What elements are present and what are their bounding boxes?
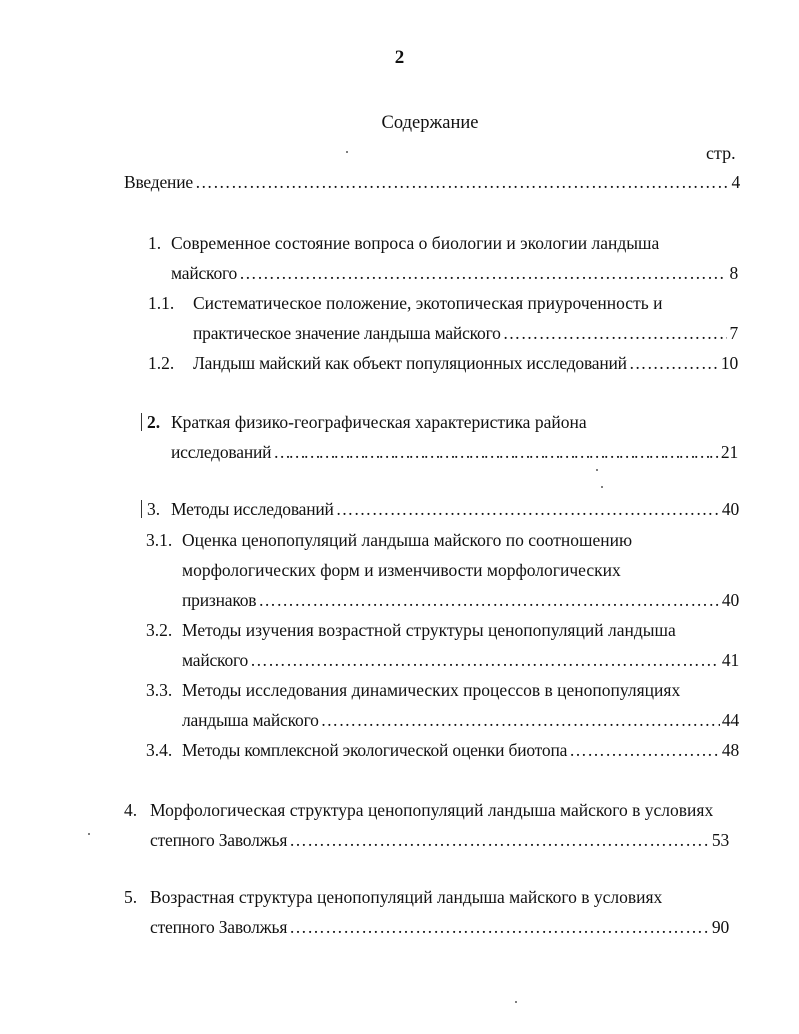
leader-dots: [336, 499, 720, 520]
leader-dots: [629, 353, 719, 374]
section-number: 3.1.: [146, 530, 173, 550]
toc-title: Содержание: [381, 113, 479, 133]
leader-dots: [273, 442, 719, 463]
scan-speck: [596, 469, 598, 471]
leader-dots: [250, 650, 720, 671]
toc-entry-page: 40: [721, 590, 739, 610]
toc-entry-label: степного Заволжья: [150, 830, 288, 850]
section-number: 1.1.: [148, 293, 175, 313]
section-number: 3.4.: [146, 740, 173, 760]
scan-margin-mark: [141, 500, 142, 518]
toc-entry-label: Методы исследований: [171, 499, 334, 519]
toc-entry-label: ландыша майского: [182, 710, 319, 730]
chapter-number: 3.: [147, 499, 161, 519]
leader-dots: [195, 172, 729, 193]
toc-entry-page: 10: [720, 353, 738, 373]
toc-entry-label: майского: [182, 650, 249, 670]
toc-entry-3-1-line1[interactable]: Оценка ценопопуляций ландыша майского по соотношению: [182, 530, 633, 550]
toc-entry-ch5[interactable]: [150, 917, 729, 938]
toc-entry-ch2[interactable]: [171, 442, 738, 463]
toc-entry-page: 21: [720, 442, 738, 462]
section-number: 3.3.: [146, 680, 173, 700]
page-number: 2: [394, 47, 405, 68]
chapter-number: 4.: [124, 800, 138, 820]
toc-entry-page: 41: [721, 650, 739, 670]
leader-dots: [239, 263, 727, 284]
leader-dots: [258, 590, 720, 611]
scan-speck: [88, 833, 90, 835]
scan-margin-mark: [141, 413, 142, 431]
toc-entry-page: 7: [729, 323, 738, 343]
scan-speck: [346, 151, 348, 153]
toc-entry-ch1[interactable]: [171, 263, 738, 284]
leader-dots: [321, 710, 720, 731]
toc-entry-3-3[interactable]: [182, 710, 739, 731]
toc-entry-1-2[interactable]: [193, 353, 738, 374]
toc-entry-intro[interactable]: [124, 172, 740, 193]
leader-dots: [569, 740, 720, 761]
toc-entry-ch3[interactable]: [171, 499, 739, 520]
toc-entry-label: Ландыш майский как объект популяционных исследований: [193, 353, 627, 373]
toc-entry-page: 90: [711, 917, 729, 937]
toc-entry-3-3-line1[interactable]: Методы исследования динамических процессов в ценопопуляциях: [182, 680, 681, 700]
toc-entry-3-4[interactable]: [182, 740, 739, 761]
chapter-number: 1.: [148, 233, 162, 253]
scan-speck: [601, 486, 603, 488]
toc-entry-3-2[interactable]: [182, 650, 739, 671]
toc-entry-label: Методы комплексной экологической оценки биотопа: [182, 740, 568, 760]
toc-entry-page: 8: [729, 263, 738, 283]
toc-entry-label: Введение: [124, 172, 193, 192]
toc-entry-page: 40: [721, 499, 739, 519]
toc-entry-label: признаков: [182, 590, 257, 610]
page-column-label: стр.: [706, 143, 736, 163]
toc-entry-label: майского: [171, 263, 238, 283]
leader-dots: [503, 323, 728, 344]
section-number: 3.2.: [146, 620, 173, 640]
toc-entry-3-1-line2[interactable]: морфологических форм и изменчивости морфологических: [182, 560, 621, 580]
chapter-number: 5.: [124, 887, 138, 907]
toc-entry-label: степного Заволжья: [150, 917, 288, 937]
toc-entry-label: практическое значение ландыша майского: [193, 323, 501, 343]
toc-entry-label: исследований: [171, 442, 272, 462]
section-number: 1.2.: [148, 353, 175, 373]
toc-entry-1-1-line1[interactable]: Систематическое положение, экотопическая приуроченность и: [193, 293, 663, 313]
toc-entry-page: 44: [721, 710, 739, 730]
toc-entry-ch4-line1[interactable]: Морфологическая структура ценопопуляций ландыша майского в условиях: [150, 800, 714, 820]
leader-dots: [289, 917, 710, 938]
toc-entry-ch2-line1[interactable]: Краткая физико-географическая характеристика района: [171, 412, 587, 432]
toc-entry-ch4[interactable]: [150, 830, 729, 851]
leader-dots: [289, 830, 710, 851]
toc-entry-page: 48: [721, 740, 739, 760]
toc-entry-1-1[interactable]: [193, 323, 738, 344]
toc-entry-3-2-line1[interactable]: Методы изучения возрастной структуры ценопопуляций ландыша: [182, 620, 676, 640]
toc-entry-page: 4: [731, 172, 740, 192]
scan-speck: [515, 1001, 517, 1003]
toc-entry-ch1-line1[interactable]: Современное состояние вопроса о биологии и экологии ландыша: [171, 233, 660, 253]
chapter-number: 2.: [147, 412, 161, 432]
toc-entry-page: 53: [711, 830, 729, 850]
toc-entry-3-1[interactable]: [182, 590, 739, 611]
toc-entry-ch5-line1[interactable]: Возрастная структура ценопопуляций ландыша майского в условиях: [150, 887, 663, 907]
